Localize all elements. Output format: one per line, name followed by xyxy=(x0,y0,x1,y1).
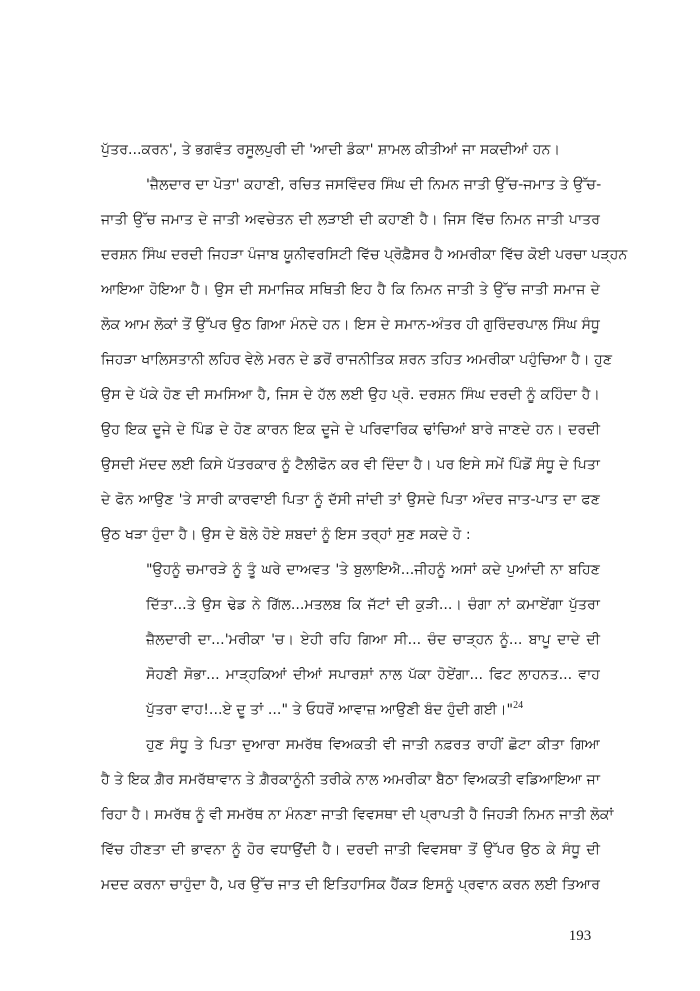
text-line: ਪੁੱਤਰ...ਕਰਨ', ਤੇ ਭਗਵੰਤ ਰਸੂਲਪੁਰੀ ਦੀ 'ਆਦੀ ਡੰਕਾ' ਸ਼ਾਮਲ ਕੀਤੀਆਂ ਜਾ ਸਕਦੀਆਂ ਹਨ। xyxy=(101,142,561,158)
quote-line: ਜ਼ੈਲਦਾਰੀ ਦਾ...'ਮਰੀਕਾ 'ਚ। ਏਹੀ ਰਹਿ ਗਿਆ ਸੀ... ਚੰਦ ਚਾੜ੍ਹਨ ਨੂੰ... ਬਾਪੂ ਦਾਦੇ ਦੀ xyxy=(146,632,600,648)
quote-line: ਦਿੱਤਾ...ਤੇ ਉਸ ਢੇਡ ਨੇ ਗਿੱਲ...ਮਤਲਬ ਕਿ ਜੱਟਾਂ ਦੀ ਕੁੜੀ...। ਚੰਗਾ ਨਾਂ ਕਮਾਏਂਗਾ ਪੁੱਤਰਾ xyxy=(146,597,600,613)
text-line: ਉਠ ਖੜਾ ਹੁੰਦਾ ਹੈ। ਉਸ ਦੇ ਬੋਲੇ ਹੋਏ ਸ਼ਬਦਾਂ ਨੂੰ ਇਸ ਤਰ੍ਹਾਂ ਸੁਣ ਸਕਦੇ ਹੋ : xyxy=(101,527,471,543)
text-line: ਆਇਆ ਹੋਇਆ ਹੈ। ਉਸ ਦੀ ਸਮਾਜਿਕ ਸਥਿਤੀ ਇਹ ਹੈ ਕਿ ਨਿਮਨ ਜਾਤੀ ਤੇ ਉੱਚ ਜਾਤੀ ਸਮਾਜ ਦੇ xyxy=(101,282,600,298)
text-line: ਵਿੱਚ ਹੀਣਤਾ ਦੀ ਭਾਵਨਾ ਨੂੰ ਹੋਰ ਵਧਾਉਂਦੀ ਹੈ। ਦਰਦੀ ਜਾਤੀ ਵਿਵਸਥਾ ਤੋਂ ਉੱਪਰ ਉਠ ਕੇ ਸੰਧੂ ਦੀ xyxy=(101,842,600,858)
text-line: ਉਸਦੀ ਮੱਦਦ ਲਈ ਕਿਸੇ ਪੱਤਰਕਾਰ ਨੂੰ ਟੈਲੀਫੋਨ ਕਰ ਵੀ ਦਿੰਦਾ ਹੈ। ਪਰ ਇਸੇ ਸਮੇਂ ਪਿੰਡੋਂ ਸੰਧੂ ਦੇ ਪਿਤਾ xyxy=(101,457,600,473)
quote-line: "ਉਹਨੂੰ ਚਮਾਰੜੇ ਨੂੰ ਤੂੰ ਘਰੇ ਦਾਅਵਤ 'ਤੇ ਬੁਲਾਇਐ...ਜੀਹਨੂੰ ਅਸਾਂ ਕਦੇ ਪੁਆਂਦੀ ਨਾ ਬਹਿਣ xyxy=(146,562,600,578)
text-line: ਹੈ ਤੇ ਇਕ ਗ਼ੈਰ ਸਮਰੱਥਾਵਾਨ ਤੇ ਗ਼ੈਰਕਾਨੂੰਨੀ ਤਰੀਕੇ ਨਾਲ ਅਮਰੀਕਾ ਬੈਠਾ ਵਿਅਕਤੀ ਵਡਿਆਇਆ ਜਾ xyxy=(101,772,600,788)
page-number: 193 xyxy=(568,928,592,944)
text-line: ਜਾਤੀ ਉੱਚ ਜਮਾਤ ਦੇ ਜਾਤੀ ਅਵਚੇਤਨ ਦੀ ਲੜਾਈ ਦੀ ਕਹਾਣੀ ਹੈ। ਜਿਸ ਵਿੱਚ ਨਿਮਨ ਜਾਤੀ ਪਾਤਰ xyxy=(101,212,600,228)
text-line: ਰਿਹਾ ਹੈ। ਸਮਰੱਥ ਨੂੰ ਵੀ ਸਮਰੱਥ ਨਾ ਮੰਨਣਾ ਜਾਤੀ ਵਿਵਸਥਾ ਦੀ ਪ੍ਰਾਪਤੀ ਹੈ ਜਿਹੜੀ ਨਿਮਨ ਜਾਤੀ ਲੋਕਾਂ xyxy=(101,807,614,823)
text-line: 'ਜ਼ੈਲਦਾਰ ਦਾ ਪੋਤਾ' ਕਹਾਣੀ, ਰਚਿਤ ਜਸਵਿੰਦਰ ਸਿੰਘ ਦੀ ਨਿਮਨ ਜਾਤੀ ਉੱਚ-ਜਮਾਤ ਤੇ ਉੱਚ- xyxy=(146,177,602,193)
text-line: ਦਰਸ਼ਨ ਸਿੰਘ ਦਰਦੀ ਜਿਹੜਾ ਪੰਜਾਬ ਯੂਨੀਵਰਸਿਟੀ ਵਿੱਚ ਪ੍ਰੋਫ਼ੈਸਰ ਹੈ ਅਮਰੀਕਾ ਵਿੱਚ ਕੋਈ ਪਰਚਾ ਪੜ੍ਹਨ xyxy=(101,247,628,263)
text-line: ਉਹ ਇਕ ਦੂਜੇ ਦੇ ਪਿੰਡ ਦੇ ਹੋਣ ਕਾਰਨ ਇਕ ਦੂਜੇ ਦੇ ਪਰਿਵਾਰਿਕ ਢਾਂਚਿਆਂ ਬਾਰੇ ਜਾਣਦੇ ਹਨ। ਦਰਦੀ xyxy=(101,422,600,438)
footnote-reference: 24 xyxy=(513,700,524,711)
quote-line-last xyxy=(146,698,600,722)
text-line: ਜਿਹੜਾ ਖਾਲਿਸਤਾਨੀ ਲਹਿਰ ਵੇਲੇ ਮਰਨ ਦੇ ਡਰੋਂ ਰਾਜਨੀਤਿਕ ਸ਼ਰਨ ਤਹਿਤ ਅਮਰੀਕਾ ਪਹੁੰਚਿਆ ਹੈ। ਹੁਣ xyxy=(101,352,613,368)
quote-line: ਸੋਹਣੀ ਸੋਭਾ... ਮਾੜ੍ਹਕਿਆਂ ਦੀਆਂ ਸਪਾਰਸ਼ਾਂ ਨਾਲ ਪੱਕਾ ਹੋਏਂਗਾ... ਫਿਟ ਲਾਹਨਤ... ਵਾਹ xyxy=(146,667,600,683)
text-line: ਦੇ ਫੋਨ ਆਉਣ 'ਤੇ ਸਾਰੀ ਕਾਰਵਾਈ ਪਿਤਾ ਨੂੰ ਦੱਸੀ ਜਾਂਦੀ ਤਾਂ ਉਸਦੇ ਪਿਤਾ ਅੰਦਰ ਜਾਤ-ਪਾਤ ਦਾ ਫਣ xyxy=(101,492,600,508)
text-line: ਮਦਦ ਕਰਨਾ ਚਾਹੁੰਦਾ ਹੈ, ਪਰ ਉੱਚ ਜਾਤ ਦੀ ਇਤਿਹਾਸਿਕ ਹੈਂਕੜ ਇਸਨੂੰ ਪ੍ਰਵਾਨ ਕਰਨ ਲਈ ਤਿਆਰ xyxy=(101,877,600,893)
text-line: ਹੁਣ ਸੰਧੂ ਤੇ ਪਿਤਾ ਦੁਆਰਾ ਸਮਰੱਥ ਵਿਅਕਤੀ ਵੀ ਜਾਤੀ ਨਫ਼ਰਤ ਰਾਹੀਂ ਛੋਟਾ ਕੀਤਾ ਗਿਆ xyxy=(146,737,600,753)
text-line: ਲੋਕ ਆਮ ਲੋਕਾਂ ਤੋਂ ਉੱਪਰ ਉਠ ਗਿਆ ਮੰਨਦੇ ਹਨ। ਇਸ ਦੇ ਸਮਾਨ-ਅੰਤਰ ਹੀ ਗੁਰਿੰਦਰਪਾਲ ਸਿੰਘ ਸੰਧੂ xyxy=(101,317,600,333)
quote-text: ਪੁੱਤਰਾ ਵਾਹ!...ਏ ਦੂ ਤਾਂ ..." ਤੇ ਓਧਰੋਂ ਆਵਾਜ਼ ਆਉਣੀ ਬੰਦ ਹੁੰਦੀ ਗਈ।" xyxy=(146,702,514,718)
text-line: ਉਸ ਦੇ ਪੱਕੇ ਹੋਣ ਦੀ ਸਮਸਿਆ ਹੈ, ਜਿਸ ਦੇ ਹੱਲ ਲਈ ਉਹ ਪ੍ਰੋ. ਦਰਸ਼ਨ ਸਿੰਘ ਦਰਦੀ ਨੂੰ ਕਹਿੰਦਾ ਹੈ। xyxy=(101,387,600,403)
